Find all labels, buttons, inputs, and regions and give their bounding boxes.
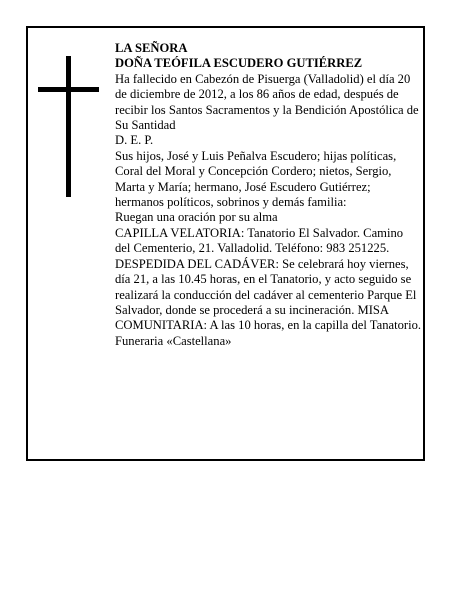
farewell-info: DESPEDIDA DEL CADÁVER: Se celebrará hoy viernes, día 21, a las 10.45 horas, en el Tanatorio, y acto seguido se realizará la conducción del cadáver al cementerio Parque El Salvador, donde se procederá a su incineración. MISA COMUNITARIA: A las 10 horas, en la capilla del Tanatorio.	[115, 256, 422, 333]
cross-icon	[66, 56, 71, 197]
death-announcement: Ha fallecido en Cabezón de Pisuerga (Valladolid) el día 20 de diciembre de 2012, a los 86 años de edad, después de recibir los Santos Sacramentos y la Bendición Apostólica de Su Santidad	[115, 71, 419, 133]
prayer-request: Ruegan una oración por su alma	[115, 210, 278, 225]
title-line-1: LA SEÑORA	[115, 41, 188, 55]
rip-line: D. E. P.	[115, 133, 154, 148]
obituary-text	[115, 41, 421, 349]
obituary-notice	[26, 26, 425, 461]
deceased-name: DOÑA TEÓFILA ESCUDERO GUTIÉRREZ	[115, 56, 363, 71]
cross-icon-bar	[38, 87, 99, 92]
wake-chapel-info: CAPILLA VELATORIA: Tanatorio El Salvador. Camino del Cementerio, 21. Valladolid. Teléfono: 983 251225.	[115, 225, 404, 256]
family-list: Sus hijos, José y Luis Peñalva Escudero; hijas políticas, Coral del Moral y Concepción Cordero; nietos, Sergio, Marta y María; hermano, José Escudero Gutiérrez; hermanos políticos, sobrinos y demás familia:	[115, 148, 397, 210]
funeral-home: Funeraria «Castellana»	[115, 333, 232, 348]
